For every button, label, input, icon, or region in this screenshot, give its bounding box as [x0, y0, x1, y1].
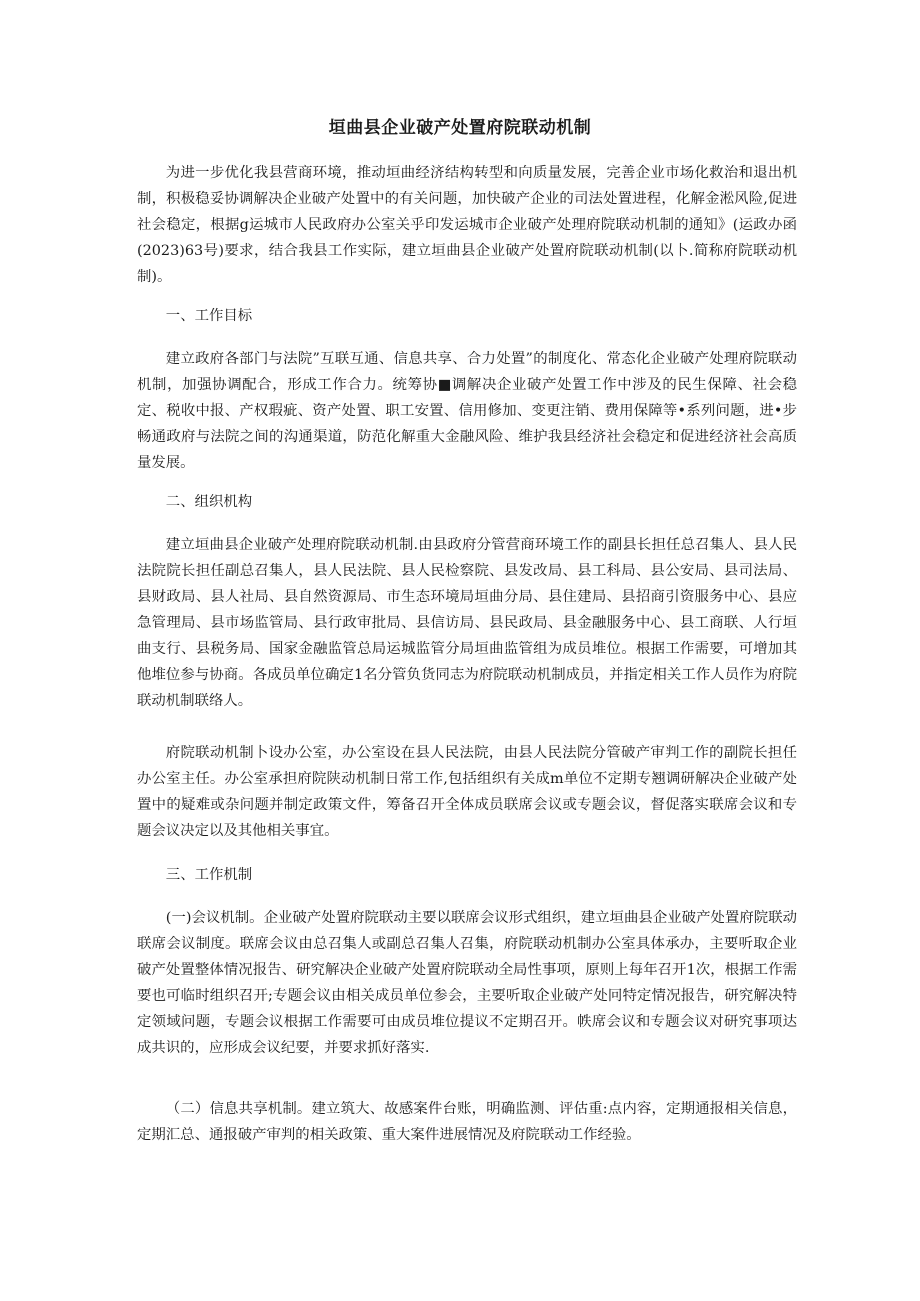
section-heading-goals: 一、工作目标: [165, 308, 253, 324]
document-title: 垣曲县企业破产处置府院联动机制: [328, 118, 592, 138]
info-sharing-paragraph: （二）信息共享机制。建立筑大、故感案件台账，明确监测、评估重:点内容，定期通报相关信息，定期汇总、通报破产审判的相关政策、重大案件进展情况及府院联动工作经验。: [137, 1101, 797, 1143]
organization-paragraph-1: 建立垣曲县企业破产处理府院联动机制.由县政府分管营商环境工作的副县长担任总召集人、县人民法院院长担任副总召集人，县人民法院、县人民检察院、县发改局、县工科局、县公安局、县司法局、县财政局、县人社局、县自然资源局、市生态环境局垣曲分局、县住建局、县招商引资服务中心、县应急管理局、县市场监管局、县行政审批局、县信访局、县民政局、县金融服务中心、县工商联、人行垣曲支行、县税务局、国家金融监管总局运城监管分局垣曲监管组为成员堆位。根据工作需要，可增加其他堆位参与协商。各成员单位确定1名分管负货同志为府院联动机制成员，并指定相关工作人员作为府院联动机制联络人。: [137, 537, 797, 709]
intro-paragraph: 为进一步优化我县营商环境，推动垣曲经济结构转型和向质量发展，完善企业市场化救治和退出机制，积极稳妥协调解决企业破产处置中的有关问题，加快破产企业的司法处置进程，化解金淞风险,促进社会稳定，根据g运城市人民政府办公室关乎印发运城市企业破产处理府院联动机制的通知》(运政办函(2023)63号)要求，结合我县工作实际，建立垣曲县企业破产处置府院联动机制(以卜.简称府院联动机制)。: [137, 165, 797, 285]
section-heading-organization: 二、组织机构: [165, 494, 253, 510]
section-heading-mechanism: 三、工作机制: [165, 867, 253, 883]
meeting-mechanism-paragraph: (一)会议机制。企业破产处置府院联动主要以联席会议形式组织，建立垣曲县企业破产处置府院联动联席会议制度。联席会议由总召集人或副总召集人召集，府院联动机制办公室具体承办，主要听取企业破产处置整体情况报告、研究解决企业破产处置府院联动全局性事项，原则上每年召开1次，根据工作需要也可临时组织召开;专题会议由相关成员单位参会，主要听取企业破产处冋特定情况报告，研究解决特定领域问题，专题会议根据工作需要可由成员堆位提议不定期召开。帙席会议和专题会议对研究事项达成共识的，应形成会议纪要，并要求抓好落实.: [137, 910, 797, 1056]
organization-paragraph-2: 府院联动机制卜设办公室，办公室设在县人民法院，由县人民法院分管破产审判工作的副院长担任办公室主任。办公室承担府院陕动机制日常工作,包括组织有关成m单位不定期专翘调研解决企业破产处置中的疑难或杂问题并制定政策文件，筹备召开全体成员联席会议或专题会议，督促落实联席会议和专题会议决定以及其他相关事宜。: [137, 745, 797, 839]
goals-paragraph: 建立政府各部门与法院”互联互通、信息共享、合力处置”的制度化、常态化企业破产处理府院联动机制，加强协调配合，形成工作合力。统筹协■调解决企业破产处置工作中涉及的民生保障、社会稳定、税收中报、产权瑕疵、资产处置、职工安置、信用修加、变更注销、费用保障等•系列问题，进•步畅通政府与法院之间的沟通渠道，防范化解重大金融风险、维护我县经济社会稳定和促进经济社会高质量发展。: [137, 351, 797, 471]
